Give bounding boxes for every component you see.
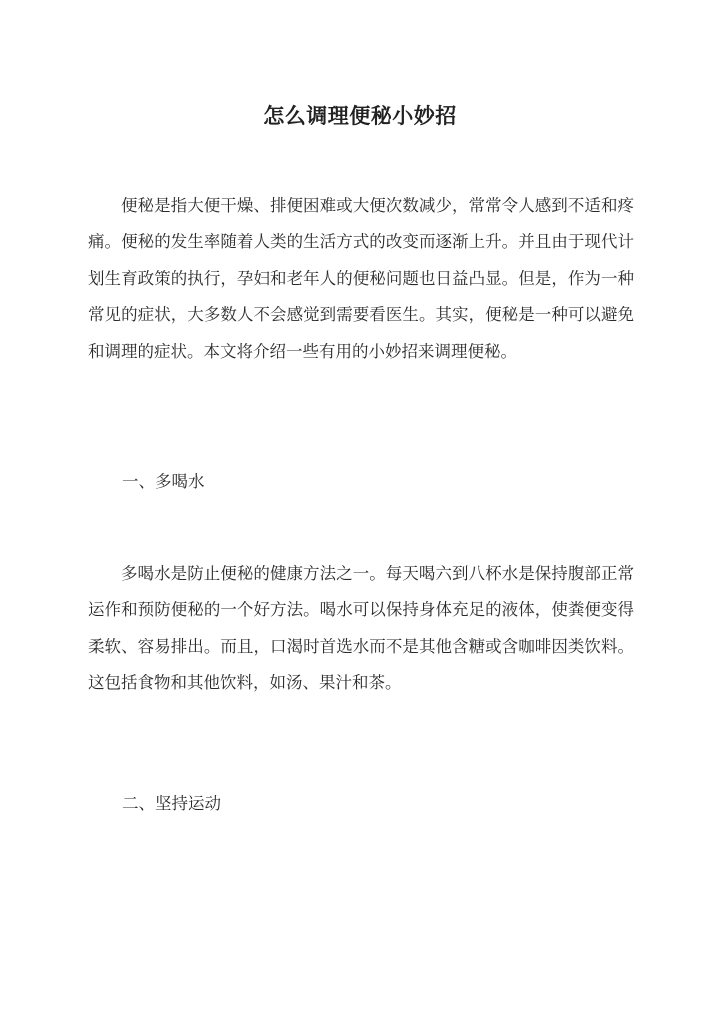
section-body-drink-water: 多喝水是防止便秘的健康方法之一。每天喝六到八杯水是保持腹部正常运作和预防便秘的一个好方法。喝水可以保持身体充足的液体，使粪便变得柔软、容易排出。而且，口渴时首选水而不是其他含糖或含咖啡因类饮料。这包括食物和其他饮料，如汤、果汁和茶。 — [88, 564, 634, 693]
section-heading-exercise: 二、坚持运动 — [122, 794, 221, 813]
intro-paragraph: 便秘是指大便干燥、排便困难或大便次数减少，常常令人感到不适和疼痛。便秘的发生率随着人类的生活方式的改变而逐渐上升。并且由于现代计划生育政策的执行，孕妇和老年人的便秘问题也日益凸显。但是，作为一种常见的症状，大多数人不会感觉到需要看医生。其实，便秘是一种可以避免和调理的症状。本文将介绍一些有用的小妙招来调理便秘。 — [88, 196, 634, 361]
page-title: 怎么调理便秘小妙招 — [263, 103, 457, 129]
section-heading-drink-water: 一、多喝水 — [122, 472, 205, 491]
